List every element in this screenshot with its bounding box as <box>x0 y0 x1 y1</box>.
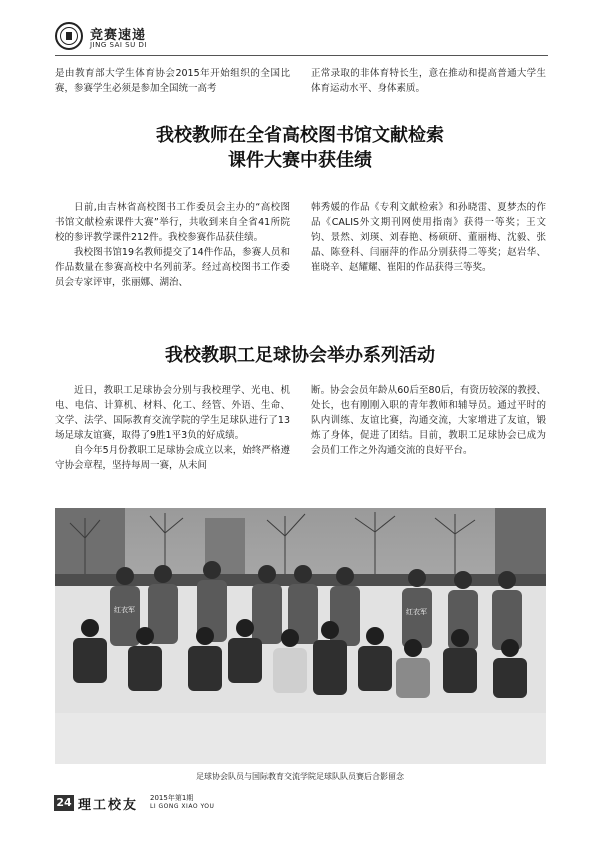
article1-left-paragraph-1: 日前,由吉林省高校图书工作委员会主办的“高校图书馆文献检索课件大赛”举行，共收到来自全省41所院校的参评教学课件212件。我校参赛作品获佳绩。 <box>55 202 290 243</box>
article2-title: 我校教职工足球协会举办系列活动 <box>165 345 435 366</box>
header-divider <box>55 55 548 56</box>
article1-title-line1: 我校教师在全省高校图书馆文献检索 <box>156 125 444 146</box>
article1-right-paragraph-1: 韩秀媛的作品《专利文献检索》和孙晓雷、夏梦杰的作品《CALIS外文期刊网使用指南》获得一等奖；王文钧、景然、刘瑛、刘春艳、杨硕研、董丽梅、沈毅、张晶、陈登科、闫丽萍的作品分别获得二等奖；赵岩华、崔晓辛、赵耀耀、崔阳的作品获得三等奖。 <box>311 202 546 273</box>
intro-left-column <box>55 66 290 96</box>
article1-title-line2: 课件大赛中获佳绩 <box>228 150 372 171</box>
photo-foreground-snow <box>55 713 546 764</box>
article2-left-column <box>55 383 290 473</box>
logo-tower-icon <box>66 32 72 40</box>
article1-left-paragraph-2: 我校图书馆19名教师提交了14件作品，参赛人员和作品数量在参赛高校中名列前茅。经过高校图书工作委员会专家评审，张丽娜、湖治、 <box>55 247 290 288</box>
photo-caption: 足球协会队员与国际教育交流学院足球队队员赛后合影留念 <box>196 772 404 781</box>
journal-name: 理工校友 <box>78 798 139 813</box>
journal-pinyin: LI GONG XIAO YOU <box>150 803 215 810</box>
intro-right-column <box>311 66 546 96</box>
photo-building-left <box>55 508 125 578</box>
article2-right-column <box>311 383 546 458</box>
section-title: 竞赛速递 <box>90 28 147 43</box>
intro-left-text: 是由教育部大学生体育协会2015年开始组织的全国比赛，参赛学生必须是参加全国统一高考 <box>55 68 290 94</box>
logo-inner-ring <box>60 27 78 45</box>
article2-left-paragraph-1: 近日，教职工足球协会分别与我校理学、光电、机电、电信、计算机、材料、化工、经管、外语、生命、文学、法学、国际教育交流学院的学生足球队进行了13场足球友谊赛，取得了9胜1平3负的好成绩。 <box>55 385 290 441</box>
school-logo <box>55 22 83 50</box>
intro-right-text: 正常录取的非体育特长生，意在推动和提高普通大学生体育运动水平、身体素质。 <box>311 68 546 94</box>
issue-label: 2015年第1期 <box>150 794 194 802</box>
team-photo-illustration <box>55 508 546 764</box>
section-pinyin: JING SAI SU DI <box>90 41 147 49</box>
article2-left-paragraph-2: 自今年5月份教职工足球协会成立以来，始终严格遵守协会章程，坚持每周一赛，从未间 <box>55 445 290 471</box>
svg-text:红衣军: 红衣军 <box>406 608 427 616</box>
photo-building-right <box>495 508 546 583</box>
article1-left-column <box>55 200 290 290</box>
page-number: 24 <box>54 795 74 811</box>
team-group-photo <box>55 508 546 764</box>
article1-right-column <box>311 200 546 275</box>
article2-right-paragraph-1: 断。协会会员年龄从60后至80后，有资历较深的教授、处长，也有刚刚入职的青年教师和辅导员。通过平时的队内训练、友谊比赛，沟通交流，大家增进了友谊，锻炼了身体，促进了团结。目前，教职工足球协会已成为会员们工作之外沟通交流的良好平台。 <box>311 385 546 456</box>
svg-text:红衣军: 红衣军 <box>114 606 135 614</box>
